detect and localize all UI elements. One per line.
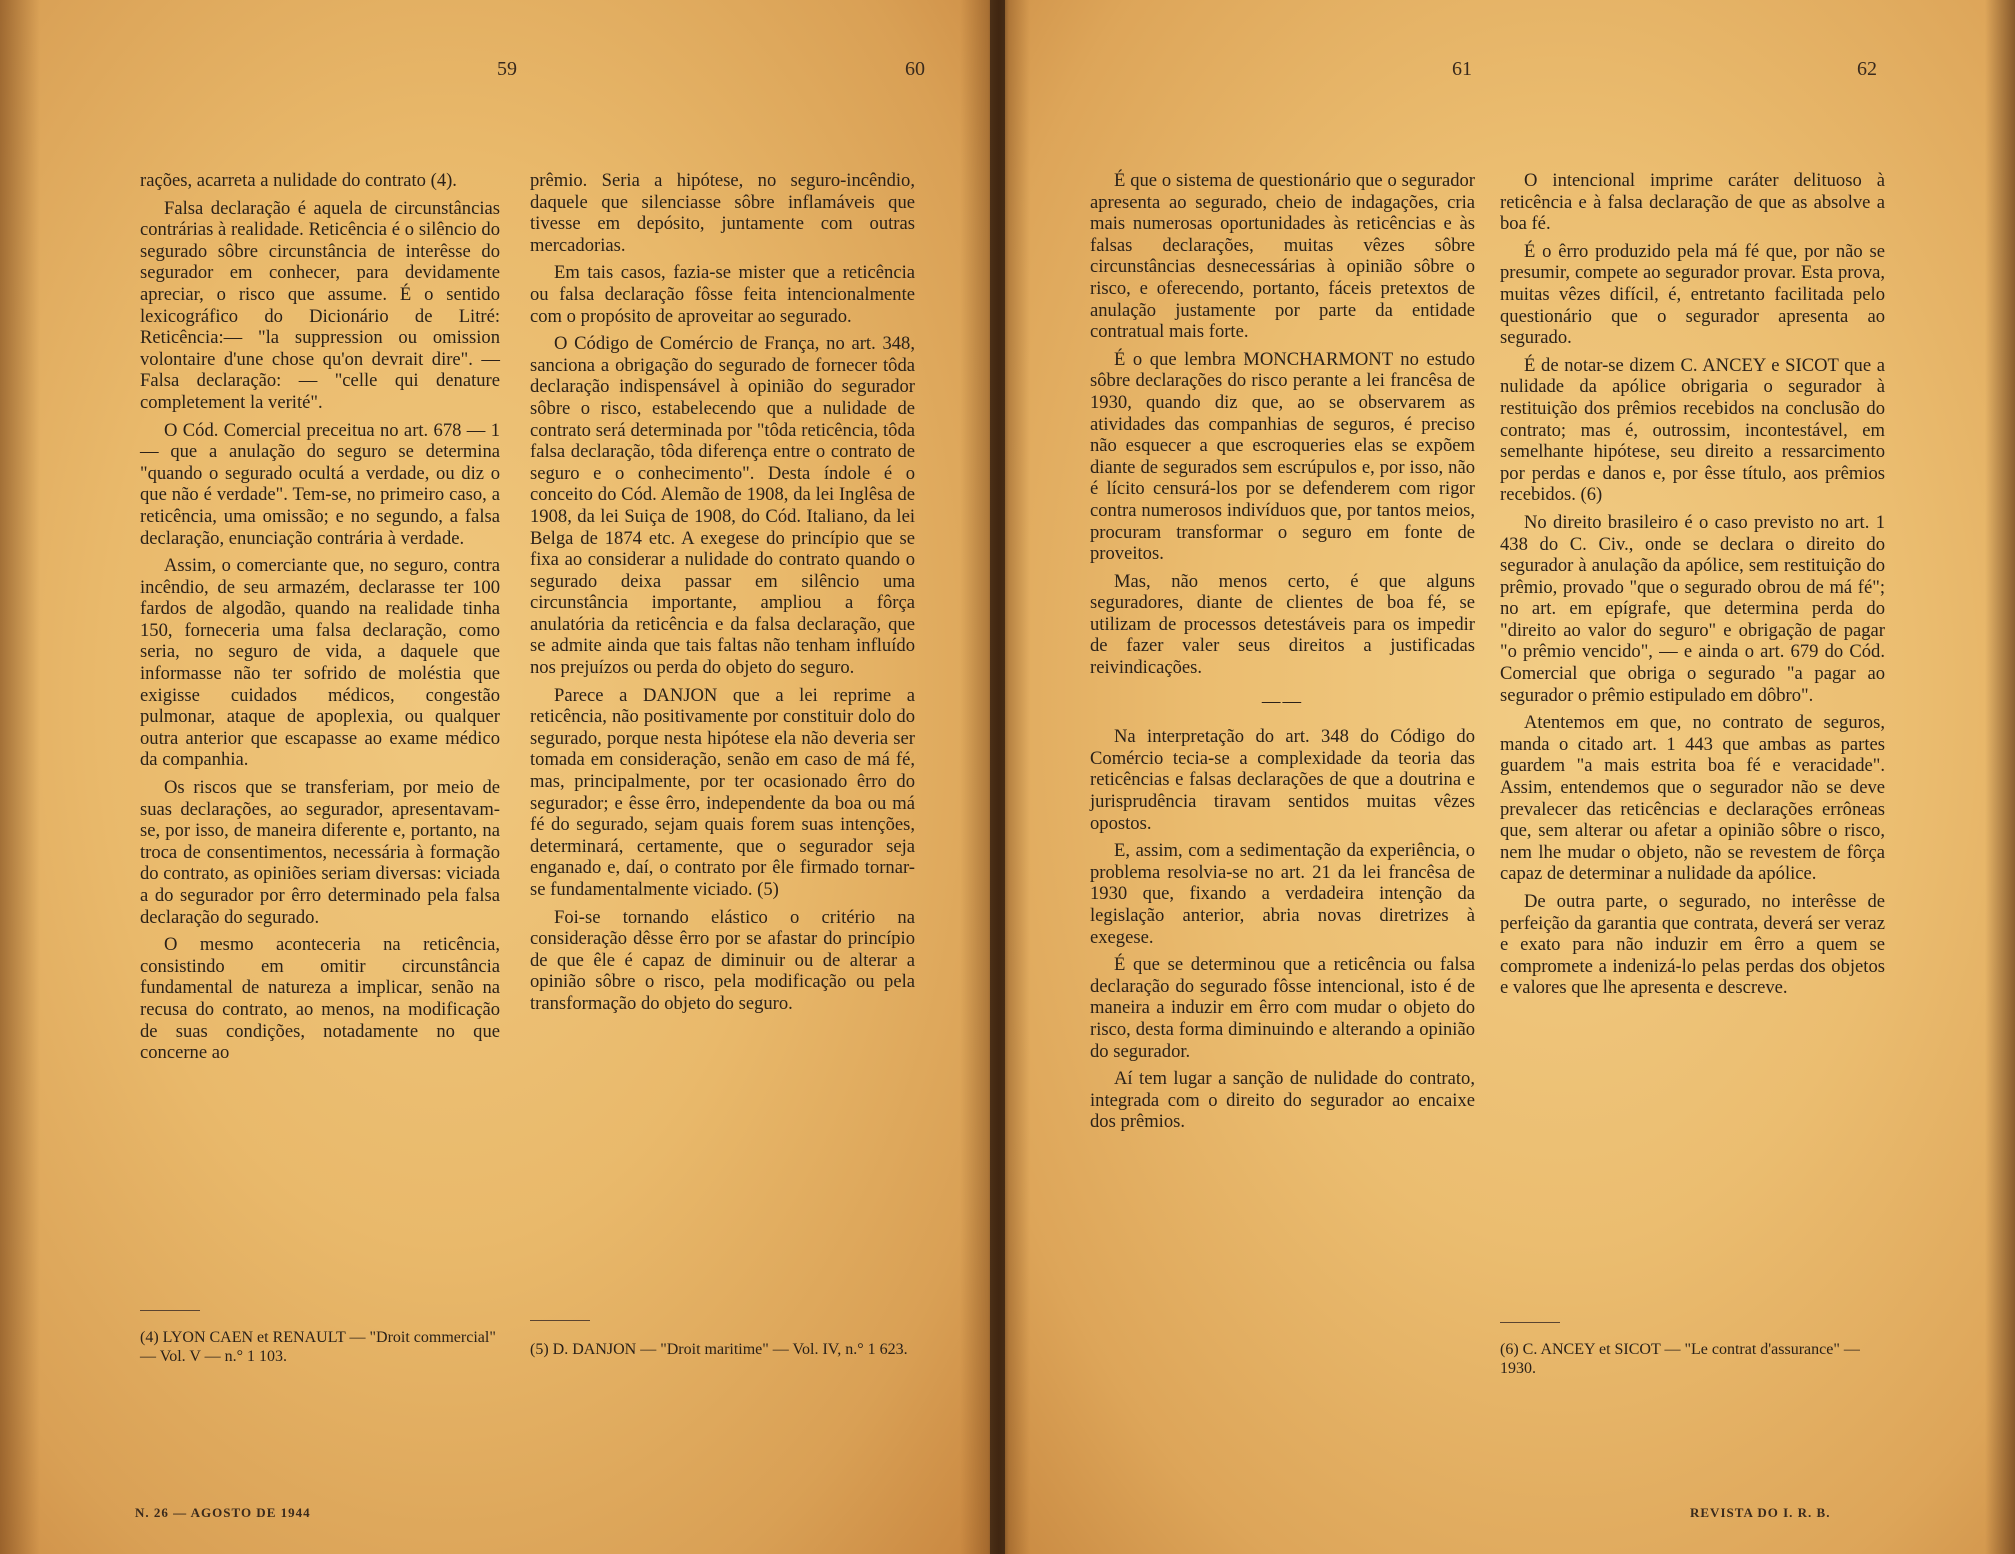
footnote-rule bbox=[140, 1310, 200, 1311]
section-separator: —— bbox=[1261, 690, 1304, 712]
paragraph: Foi-se tornando elástico o critério na consideração dêsse êrro por se afastar do princípio de que êle é capaz de diminuir ou de alterar a opinião sôbre o risco, pela modificação ou pela transformação do objeto do seguro. bbox=[530, 906, 915, 1014]
page-edge-shadow bbox=[1985, 0, 2015, 1554]
right-page bbox=[1005, 0, 2015, 1554]
page-59-column bbox=[140, 170, 500, 1070]
paragraph: Em tais casos, fazia-se mister que a reticência ou falsa declaração fôsse feita intencionalmente com o propósito de aproveitar ao segurado. bbox=[530, 262, 915, 327]
page-62-column bbox=[1500, 170, 1885, 1005]
paragraph: Parece a DANJON que a lei reprime a reticência, não positivamente por constituir dolo do segurado, porque nesta hipótese ela não deveria ser tomada em consideração, senão em caso de má fé, mas, principalmente, por ter ocasionado êrro do segurador; e êsse êrro, independente da boa ou má fé do segurado, sejam quais forem suas intenções, determinará, certamente, que o segurador seja enganado e, daí, o contrato por êle firmado tornar-se fundamentalmente viciado. (5) bbox=[530, 684, 915, 900]
footnote-4: (4) LYON CAEN et RENAULT — "Droit commercial" — Vol. V — n.° 1 103. bbox=[140, 1329, 496, 1365]
paragraph: É o êrro produzido pela má fé que, por não se presumir, compete ao segurador provar. Esta prova, muitas vêzes difícil, é, entretanto facilitada pelo questionário que o segurador apresenta ao segurado. bbox=[1500, 240, 1885, 349]
page-number-61: 61 bbox=[1452, 58, 1472, 80]
paragraph: E, assim, com a sedimentação da experiência, o problema resolvia-se no art. 21 da lei francêsa de 1930 que, fixando a verdadeira intenção da legislação anterior, abria novas diretrizes à exegese. bbox=[1090, 840, 1475, 948]
paragraph: Assim, o comerciante que, no seguro, contra incêndio, de seu armazém, declarasse ter 100 fardos de algodão, quando na realidade tinha 150, forneceria uma falsa declaração, como seria, no seguro de vida, a daquele que informasse não ter sofrido de moléstia que exigisse cuidados médicos, congestão pulmonar, ataque de apoplexia, ou qualquer outra anterior que escapasse ao exame médico da companhia. bbox=[140, 555, 500, 771]
paragraph: É que se determinou que a reticência ou falsa declaração do segurado fôsse intencional, isto é de maneira a induzir em êrro com mudar o objeto do risco, desta forma diminuindo e alterando a opinião do segurador. bbox=[1090, 954, 1475, 1062]
footnote-rule bbox=[530, 1320, 590, 1321]
page-61-column bbox=[1090, 170, 1475, 1139]
paragraph: rações, acarreta a nulidade do contrato (4). bbox=[140, 170, 457, 191]
paragraph: prêmio. Seria a hipótese, no seguro-incêndio, daquele que silenciasse sôbre inflamáveis que tivesse em depósito, juntamente com outras mercadorias. bbox=[530, 170, 915, 256]
paragraph: Mas, não menos certo, é que alguns seguradores, diante de clientes de boa fé, se utilizam de processos detestáveis para os impedir de fazer valer seus direitos a justificadas reivindicações. bbox=[1090, 570, 1475, 679]
paragraph: O Cód. Comercial preceitua no art. 678 — 1 — que a anulação do seguro se determina "quando o segurado ocultá a verdade, ou diz o que não é verdade". Tem-se, no primeiro caso, a reticência, uma omissão; e no segundo, a falsa declaração, enunciação contrária à verdade. bbox=[140, 419, 500, 549]
paragraph: Atentemos em que, no contrato de seguros, manda o citado art. 1 443 que ambas as partes guardem "a mais estrita boa fé e veracidade". Assim, entendemos que o segurador não se deve prevalecer das reticências e declarações errôneas que, sem alterar ou afetar a opinião sôbre o risco, nem lhe mudar o objeto, não se revestem de fôrça capaz de determinar a nulidade da apólice. bbox=[1500, 712, 1885, 885]
paragraph: No direito brasileiro é o caso previsto no art. 1 438 do C. Civ., onde se declara o direito do segurador à anulação da apólice, sem restituição do prêmio, provado "que o segurado obrou de má fé"; no art. em epígrafe, que determina perda do "direito ao valor do seguro" e obrigação de pagar "o prêmio vencido", — e ainda o art. 679 do Cód. Comercial que obriga o segurado "a pagar ao segurador o prêmio estipulado em dôbro". bbox=[1500, 511, 1885, 706]
footnote-6: (6) C. ANCEY et SICOT — "Le contrat d'assurance" — 1930. bbox=[1500, 1341, 1860, 1377]
page-number-59: 59 bbox=[497, 58, 517, 80]
paragraph: O intencional imprime caráter delituoso à reticência e à falsa declaração de que as absolve a boa fé. bbox=[1500, 170, 1885, 235]
paragraph: De outra parte, o segurado, no interêsse de perfeição da garantia que contrata, deverá ser veraz e exato para não induzir em êrro a quem se compromete a indenizá-lo pelas perdas dos objetos e valores que lhe apresenta e descreve. bbox=[1500, 891, 1885, 999]
book-gutter bbox=[960, 0, 1030, 1554]
paragraph: Os riscos que se transferiam, por meio de suas declarações, ao segurador, apresentavam-se, por isso, de maneira diferente e, portanto, na troca de consentimentos, necessária à formação do contrato, as opiniões seriam diversas: viciada a do segurador por êrro determinado pela falsa declaração do segurado. bbox=[140, 777, 500, 928]
issue-footer: N. 26 — AGOSTO DE 1944 bbox=[135, 1505, 311, 1520]
paragraph: O Código de Comércio de França, no art. 348, sanciona a obrigação do segurado de fornecer tôda declaração indispensável à opinião do segurador sôbre o risco, estabelecendo que a nulidade de contrato será determinada por "tôda reticência, tôda falsa declaração, tôda diferença entre o contrato de seguro e o conhecimento". Desta índole é o conceito do Cód. Alemão de 1908, da lei Inglêsa de 1908, da lei Suiça de 1908, do Cód. Italiano, da lei Belga de 1874 etc. A exegese do princípio que se fixa ao considerar a nulidade do contrato quando o segurado deixa passar em silêncio uma circunstância importante, ampliou a fôrça anulatória da reticência e da falsa declaração, que se admite ainda que tais faltas não tenham influído nos prejuízos ou perda do objeto do seguro. bbox=[530, 333, 915, 679]
page-number-62: 62 bbox=[1857, 58, 1877, 80]
paragraph: O mesmo aconteceria na reticência, consistindo em omitir circunstância fundamental de natureza a implicar, senão na recusa do contrato, ao menos, na modificação de suas condições, notadamente no que concerne ao bbox=[140, 934, 500, 1064]
page-60-column bbox=[530, 170, 915, 1021]
page-edge-shadow bbox=[0, 0, 40, 1554]
paragraph: É o que lembra MONCHARMONT no estudo sôbre declarações do risco perante a lei francêsa de 1930, quando diz que, ao se observarem as atividades das companhias de seguros, é preciso não esquecer a que escroqueries elas se expõem diante de segurados sem escrúpulos e, por isso, não é lícito censurá-los por se defenderem com rigor contra numerosos indivíduos que, por tantos meios, procuram transformar o seguro em fonte de proveitos. bbox=[1090, 348, 1475, 565]
paragraph: Na interpretação do art. 348 do Código do Comércio tecia-se a complexidade da teoria das reticências e falsas declarações de que a doutrina e jurisprudência tiravam sentidos muitas vêzes opostos. bbox=[1090, 726, 1475, 834]
paragraph: Falsa declaração é aquela de circunstâncias contrárias à realidade. Reticência é o silêncio do segurado sôbre circunstância de interêsse do segurador em conhecer, para devidamente apreciar, o risco que assume. É o sentido lexicográfico do Dicionário de Litré: Reticência:— "la suppression ou omission volontaire d'une chose qu'on devrait dire". — Falsa declaração: — "celle qui denature completement la verité". bbox=[140, 197, 500, 413]
footnote-5: (5) D. DANJON — "Droit maritime" — Vol. IV, n.° 1 623. bbox=[530, 1341, 908, 1358]
page-number-60: 60 bbox=[905, 58, 925, 80]
left-page bbox=[0, 0, 990, 1554]
journal-footer: REVISTA DO I. R. B. bbox=[1690, 1505, 1831, 1520]
paragraph: É de notar-se dizem C. ANCEY e SICOT que a nulidade da apólice obrigaria o segurador à restituição dos prêmios recebidos na conclusão do contrato; mas é, outrossim, incontestável, em semelhante hipótese, seu direito a ressarcimento por perdas e danos e, por êsse título, aos prêmios recebidos. (6) bbox=[1500, 354, 1885, 506]
paragraph: Aí tem lugar a sanção de nulidade do contrato, integrada com o direito do segurador ao encaixe dos prêmios. bbox=[1090, 1068, 1475, 1133]
paragraph: É que o sistema de questionário que o segurador apresenta ao segurado, cheio de indagações, cria mais numerosas oportunidades às reticências e às falsas declarações, muitas vêzes sôbre circunstâncias desnecessárias à opinião sôbre o risco, e oferecendo, portanto, fáceis pretextos de anulação justamente por parte da entidade contratual mais forte. bbox=[1090, 170, 1475, 343]
footnote-rule bbox=[1500, 1322, 1560, 1323]
